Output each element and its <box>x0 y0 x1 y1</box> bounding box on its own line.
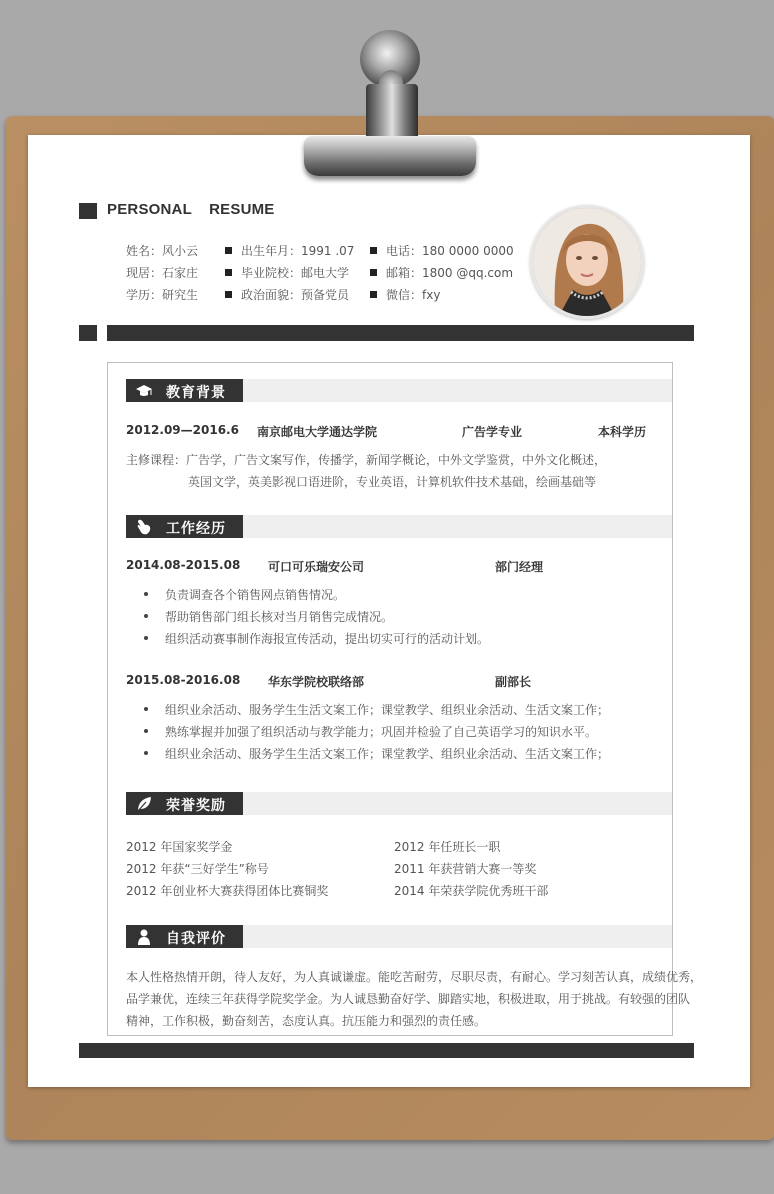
section-work <box>126 515 672 538</box>
header-divider <box>107 325 694 341</box>
section-self <box>126 925 672 948</box>
section-honors <box>126 792 672 815</box>
job-duty: 帮助销售部门组长核对当月销售完成情况。 <box>165 610 394 624</box>
graduation-cap-icon <box>135 382 153 400</box>
edu-degree: 本科学历 <box>598 425 647 439</box>
job-duty: 熟练掌握并加强了组织活动与教学能力；巩固并检验了自己英语学习的知识水平。 <box>165 725 598 739</box>
job-duty: 组织业余活动、服务学生生活文案工作；课堂教学、组织业余活动、生活文案工作； <box>165 747 610 761</box>
info-degree: 学历：研究生 <box>126 288 199 302</box>
resume-title: PERSONAL RESUME <box>107 201 275 218</box>
info-wechat: 微信：fxy <box>370 286 440 303</box>
info-political: 政治面貌：预备党员 <box>225 286 349 303</box>
section-title: 工作经历 <box>166 521 226 537</box>
binder-clip <box>296 24 486 180</box>
divider-mark <box>79 325 97 341</box>
leaf-icon <box>135 795 153 813</box>
job-duty: 组织业余活动、服务学生生活文案工作；课堂教学、组织业余活动、生活文案工作； <box>165 703 610 717</box>
job-position: 副部长 <box>495 675 532 689</box>
job-position: 部门经理 <box>495 560 544 574</box>
job-duty: 负责调查各个销售网点销售情况。 <box>165 588 346 602</box>
info-name: 姓名：风小云 <box>126 244 199 258</box>
honor-item: 2012 年任班长一职 <box>394 840 501 854</box>
person-icon <box>135 928 153 946</box>
avatar-photo <box>530 205 644 319</box>
hand-pointer-icon <box>135 518 153 536</box>
job-period: 2014.08-2015.08 <box>126 558 241 572</box>
info-school: 毕业院校：邮电大学 <box>225 264 349 281</box>
honor-item: 2012 年国家奖学金 <box>126 840 233 854</box>
job-period: 2015.08-2016.08 <box>126 673 241 687</box>
job-company: 华东学院校联络部 <box>268 675 365 689</box>
section-title: 教育背景 <box>166 385 226 401</box>
honor-item: 2011 年获营销大赛一等奖 <box>394 862 537 876</box>
edu-courses: 主修课程：广告学，广告文案写作，传播学，新闻学概论，中外文学鉴赏，中外文化概述， <box>126 453 607 467</box>
section-education <box>126 379 672 402</box>
job-duty: 组织活动赛事制作海报宣传活动，提出切实可行的活动计划。 <box>165 632 490 646</box>
info-phone: 电话：180 0000 0000 <box>370 242 514 259</box>
edu-major: 广告学专业 <box>462 425 523 439</box>
info-residence: 现居：石家庄 <box>126 266 199 280</box>
job-company: 可口可乐瑞安公司 <box>268 560 365 574</box>
self-text: 本人性格热情开朗，待人友好，为人真诚谦虚。能吃苦耐劳，尽职尽责，有耐心。学习刻苦认真，成绩优秀， <box>126 970 703 984</box>
self-text: 精神，工作积极，勤奋刻苦，态度认真。抗压能力和强烈的责任感。 <box>126 1014 487 1028</box>
section-title: 荣誉奖励 <box>166 798 226 814</box>
honor-item: 2012 年创业杯大赛获得团体比赛铜奖 <box>126 884 329 898</box>
section-title: 自我评价 <box>166 931 226 947</box>
edu-courses-cont: 英国文学，英美影视口语进阶，专业英语，计算机软件技术基础，绘画基础等 <box>188 475 597 489</box>
info-birth: 出生年月：1991 .07 <box>225 242 354 259</box>
edu-period: 2012.09—2016.6 <box>126 423 239 437</box>
title-mark <box>79 203 97 219</box>
info-email: 邮箱：1800 @qq.com <box>370 264 513 281</box>
self-text: 品学兼优，连续三年获得学院奖学金。为人诚恳勤奋好学、脚踏实地，积极进取，用于挑战。有较强的团队 <box>126 992 691 1006</box>
honor-item: 2012 年获“三好学生”称号 <box>126 862 269 876</box>
footer-divider <box>79 1043 694 1058</box>
honor-item: 2014 年荣获学院优秀班干部 <box>394 884 549 898</box>
edu-school: 南京邮电大学通达学院 <box>257 425 378 439</box>
